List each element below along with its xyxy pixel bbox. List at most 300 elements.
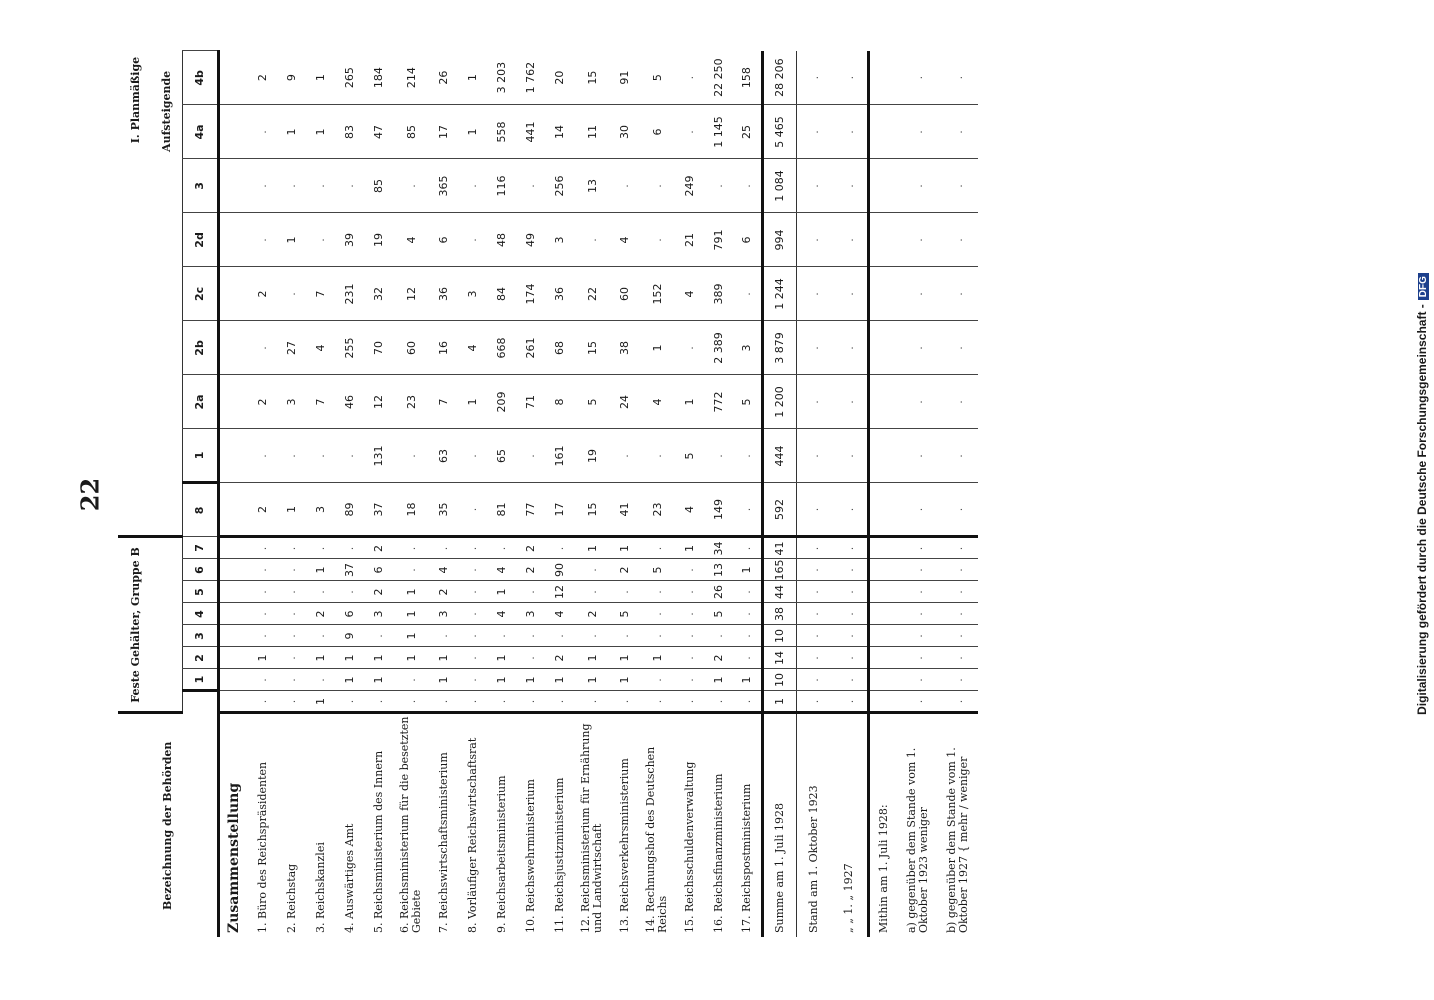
- cell-r3: 71: [516, 375, 545, 429]
- cell-r2: .: [733, 429, 762, 483]
- cell-b8: .: [393, 537, 429, 559]
- cell-r4: .: [248, 321, 277, 375]
- cell-b7: .: [277, 559, 306, 581]
- footer-row-a: [898, 51, 938, 937]
- cell-b6: .: [458, 581, 487, 603]
- cell-r8: 1: [306, 105, 335, 159]
- cell-b8: .: [487, 537, 516, 559]
- cell-r3: 1: [675, 375, 704, 429]
- row-label: 9. Reichsarbeitsministerium: [494, 775, 508, 933]
- cell-empty: .: [938, 267, 978, 321]
- cell-b5: .: [639, 603, 675, 625]
- cell-b7: .: [796, 559, 832, 581]
- cell-r1: 41: [610, 483, 639, 537]
- cell-r2: .: [832, 429, 868, 483]
- cell-r8: .: [832, 105, 868, 159]
- cell-b8: 34: [704, 537, 733, 559]
- header-rising: Aufsteigende: [152, 51, 182, 537]
- rotated-table: [118, 56, 1330, 937]
- cell-b4: .: [796, 625, 832, 647]
- cell-b1: .: [429, 691, 458, 713]
- cell-b4: .: [516, 625, 545, 647]
- cell-r1: 592: [762, 483, 796, 537]
- cell-b1: .: [393, 691, 429, 713]
- col-header-4a: 4a: [182, 105, 218, 159]
- cell-b4: 9: [335, 625, 364, 647]
- cell-b1: .: [277, 691, 306, 713]
- cell-r3: 8: [545, 375, 574, 429]
- cell-r9: 15: [574, 51, 610, 105]
- cell-r6: 21: [675, 213, 704, 267]
- cell-r9: 26: [429, 51, 458, 105]
- cell-empty: .: [938, 647, 978, 669]
- cell-r5: 4: [675, 267, 704, 321]
- cell-b1: .: [610, 691, 639, 713]
- cell-r8: 6: [639, 105, 675, 159]
- col-header-b6: 6: [182, 559, 218, 581]
- cell-r7: 85: [364, 159, 393, 213]
- cell-b2: 1: [335, 669, 364, 691]
- table-row: [458, 51, 487, 937]
- cell-r5: [868, 267, 898, 321]
- cell-r3: 209: [487, 375, 516, 429]
- cell-b2: 1: [429, 669, 458, 691]
- cell-r8: .: [675, 105, 704, 159]
- cell-b8: 1: [610, 537, 639, 559]
- row-label: Stand am 1. Oktober 1923: [807, 785, 821, 933]
- table-row: [610, 51, 639, 937]
- cell-b1: .: [898, 691, 938, 713]
- cell-r5: .: [898, 267, 938, 321]
- cell-b4: .: [733, 625, 762, 647]
- cell-r3: 772: [704, 375, 733, 429]
- cell-r8: 17: [429, 105, 458, 159]
- staff-table: [118, 51, 978, 937]
- cell-r8: .: [796, 105, 832, 159]
- cell-b3: 2: [704, 647, 733, 669]
- cell-r4: 3 879: [762, 321, 796, 375]
- row-label: „ „ 1. „ 1927: [842, 863, 856, 933]
- cell-b6: .: [306, 581, 335, 603]
- cell-b3: .: [832, 647, 868, 669]
- cell-r4: .: [796, 321, 832, 375]
- cell-r3: 46: [335, 375, 364, 429]
- cell-b8: .: [429, 537, 458, 559]
- cell-b7: 1: [733, 559, 762, 581]
- cell-b6: .: [516, 581, 545, 603]
- cell-r5: .: [832, 267, 868, 321]
- cell-b2: 1: [733, 669, 762, 691]
- cell-r6: 3: [545, 213, 574, 267]
- cell-r7: 365: [429, 159, 458, 213]
- table-row: [487, 51, 516, 937]
- cell-b2: 1: [545, 669, 574, 691]
- cell-b3: 1: [610, 647, 639, 669]
- cell-b7: 90: [545, 559, 574, 581]
- cell-r4: 15: [574, 321, 610, 375]
- cell-b6: .: [335, 581, 364, 603]
- cell-r3: .: [898, 375, 938, 429]
- cell-r4: 38: [610, 321, 639, 375]
- cell-r7: .: [306, 159, 335, 213]
- cell-b8: [868, 537, 898, 559]
- footer-b-text: b) gegenüber dem Stande vom 1. Oktober 1927: [945, 747, 970, 933]
- cell-b5: 38: [762, 603, 796, 625]
- cell-r1: 1: [277, 483, 306, 537]
- col-header-b3: 3: [182, 625, 218, 647]
- cell-r7: .: [516, 159, 545, 213]
- cell-r8: 1 145: [704, 105, 733, 159]
- cell-r1: 89: [335, 483, 364, 537]
- cell-b3: 1: [639, 647, 675, 669]
- cell-b4: .: [610, 625, 639, 647]
- row-label: 13. Reichsverkehrsministerium: [617, 758, 631, 933]
- cell-empty: .: [938, 213, 978, 267]
- cell-b1: .: [516, 691, 545, 713]
- row-label: 17. Reichspostministerium: [739, 783, 753, 933]
- cell-empty: .: [938, 321, 978, 375]
- cell-b8: .: [277, 537, 306, 559]
- cell-r5: 1 244: [762, 267, 796, 321]
- cell-r7: .: [733, 159, 762, 213]
- row-label: 10. Reichswehrministerium: [523, 779, 537, 933]
- cell-b2: .: [675, 669, 704, 691]
- cell-r9: 22 250: [704, 51, 733, 105]
- cell-r2: .: [458, 429, 487, 483]
- cell-b1: .: [639, 691, 675, 713]
- cell-r7: .: [639, 159, 675, 213]
- cell-b3: .: [516, 647, 545, 669]
- cell-b6: .: [248, 581, 277, 603]
- cell-empty: .: [938, 159, 978, 213]
- cell-r6: .: [832, 213, 868, 267]
- cell-b2: .: [796, 669, 832, 691]
- cell-r2: 5: [675, 429, 704, 483]
- cell-r6: 791: [704, 213, 733, 267]
- cell-b8: 2: [364, 537, 393, 559]
- cell-r5: 36: [429, 267, 458, 321]
- status-row: [796, 51, 832, 937]
- cell-r2: .: [277, 429, 306, 483]
- cell-r2: 65: [487, 429, 516, 483]
- cell-r7: .: [610, 159, 639, 213]
- page-number: 22: [75, 477, 105, 512]
- cell-b4: 1: [393, 625, 429, 647]
- cell-empty: .: [938, 105, 978, 159]
- table-row: [306, 51, 335, 937]
- cell-b6: .: [639, 581, 675, 603]
- cell-b6: 12: [545, 581, 574, 603]
- cell-r9: 184: [364, 51, 393, 105]
- table-row: [364, 51, 393, 937]
- cell-r7: 116: [487, 159, 516, 213]
- cell-r9: .: [796, 51, 832, 105]
- col-header-2a: 2a: [182, 375, 218, 429]
- footer-lead-row: [868, 51, 898, 937]
- cell-b6: 1: [393, 581, 429, 603]
- cell-b4: .: [704, 625, 733, 647]
- cell-b8: 41: [762, 537, 796, 559]
- table-row: [277, 51, 306, 937]
- cell-b4: .: [832, 625, 868, 647]
- cell-b5: 1: [393, 603, 429, 625]
- cell-r9: 9: [277, 51, 306, 105]
- cell-r6: .: [796, 213, 832, 267]
- cell-r4: 261: [516, 321, 545, 375]
- cell-b1: 1: [306, 691, 335, 713]
- cell-r7: 256: [545, 159, 574, 213]
- cell-b6: .: [733, 581, 762, 603]
- cell-r6: 49: [516, 213, 545, 267]
- cell-r1: 77: [516, 483, 545, 537]
- header-section: I. Planmäßige: [118, 51, 152, 537]
- cell-r1: 3: [306, 483, 335, 537]
- cell-r5: 389: [704, 267, 733, 321]
- cell-r3: 1: [458, 375, 487, 429]
- cell-b3: 1: [364, 647, 393, 669]
- cell-r5: 36: [545, 267, 574, 321]
- cell-r4: .: [898, 321, 938, 375]
- cell-b4: [868, 625, 898, 647]
- table-row: [675, 51, 704, 937]
- cell-r4: 1: [639, 321, 675, 375]
- cell-b8: .: [545, 537, 574, 559]
- cell-b1: .: [733, 691, 762, 713]
- cell-b4: .: [306, 625, 335, 647]
- cell-b5: 3: [364, 603, 393, 625]
- cell-b5: 2: [574, 603, 610, 625]
- cell-b6: 2: [364, 581, 393, 603]
- cell-b7: .: [675, 559, 704, 581]
- cell-r4: 70: [364, 321, 393, 375]
- cell-r6: .: [458, 213, 487, 267]
- cell-b5: .: [675, 603, 704, 625]
- cell-b6: 1: [487, 581, 516, 603]
- cell-b4: .: [364, 625, 393, 647]
- cell-r3: 7: [306, 375, 335, 429]
- cell-r7: .: [277, 159, 306, 213]
- cell-r9: 265: [335, 51, 364, 105]
- cell-r3: .: [832, 375, 868, 429]
- cell-r2: .: [516, 429, 545, 483]
- cell-r4: .: [832, 321, 868, 375]
- cell-r7: 13: [574, 159, 610, 213]
- row-label: 14. Rechnungshof des Deutschen Reichs: [644, 746, 669, 933]
- cell-r7: .: [796, 159, 832, 213]
- cell-b5: 4: [545, 603, 574, 625]
- cell-b6: .: [574, 581, 610, 603]
- cell-b4: .: [429, 625, 458, 647]
- cell-b5: .: [796, 603, 832, 625]
- cell-r7: .: [832, 159, 868, 213]
- cell-r4: 60: [393, 321, 429, 375]
- cell-r2: .: [393, 429, 429, 483]
- cell-r3: 2: [248, 375, 277, 429]
- cell-b6: 2: [429, 581, 458, 603]
- cell-b6: [868, 581, 898, 603]
- cell-r9: .: [832, 51, 868, 105]
- col-header-b1: 1: [182, 669, 218, 691]
- cell-r5: 152: [639, 267, 675, 321]
- header-group-b: Feste Gehälter, Gruppe B: [118, 537, 152, 713]
- cell-b2: 1: [704, 669, 733, 691]
- cell-r5: 174: [516, 267, 545, 321]
- cell-b5: 3: [429, 603, 458, 625]
- cell-r9: 1 762: [516, 51, 545, 105]
- cell-r6: 48: [487, 213, 516, 267]
- cell-b5: .: [248, 603, 277, 625]
- cell-r9: 1: [458, 51, 487, 105]
- cell-b7: 13: [704, 559, 733, 581]
- cell-r5: 32: [364, 267, 393, 321]
- cell-r4: 16: [429, 321, 458, 375]
- cell-b5: .: [277, 603, 306, 625]
- cell-b5: 5: [704, 603, 733, 625]
- col-header-b2: 2: [182, 647, 218, 669]
- cell-empty: .: [938, 429, 978, 483]
- cell-b2: .: [248, 669, 277, 691]
- cell-b1: .: [364, 691, 393, 713]
- cell-b7: .: [898, 559, 938, 581]
- cell-r3: 3: [277, 375, 306, 429]
- cell-r6: .: [639, 213, 675, 267]
- cell-b1: .: [248, 691, 277, 713]
- cell-r3: 24: [610, 375, 639, 429]
- cell-r3: 7: [429, 375, 458, 429]
- row-label: Summe am 1. Juli 1928: [772, 803, 786, 933]
- cell-empty: .: [938, 669, 978, 691]
- cell-r5: 22: [574, 267, 610, 321]
- row-label: 2. Reichstag: [284, 863, 298, 933]
- cell-r4: 4: [458, 321, 487, 375]
- cell-r7: [868, 159, 898, 213]
- row-label: a) gegenüber dem Stande vom 1. Oktober 1923 weniger: [905, 747, 930, 933]
- table-row: [733, 51, 762, 937]
- table-row: [704, 51, 733, 937]
- cell-r9: 158: [733, 51, 762, 105]
- cell-b6: .: [832, 581, 868, 603]
- cell-r8: 25: [733, 105, 762, 159]
- cell-r2: .: [610, 429, 639, 483]
- digitization-credit: [1415, 104, 1434, 884]
- cell-b2: 1: [574, 669, 610, 691]
- cell-r7: .: [898, 159, 938, 213]
- cell-r6: [868, 213, 898, 267]
- cell-r8: 441: [516, 105, 545, 159]
- cell-b3: 1: [393, 647, 429, 669]
- cell-r5: .: [277, 267, 306, 321]
- cell-r2: 161: [545, 429, 574, 483]
- cell-r6: 1: [277, 213, 306, 267]
- col-header-2c: 2c: [182, 267, 218, 321]
- cell-b7: .: [832, 559, 868, 581]
- cell-r9: 214: [393, 51, 429, 105]
- cell-b2: 1: [610, 669, 639, 691]
- cell-b7: 2: [516, 559, 545, 581]
- cell-r2: .: [796, 429, 832, 483]
- cell-r8: 5 465: [762, 105, 796, 159]
- cell-r2: .: [639, 429, 675, 483]
- cell-r9: 1: [306, 51, 335, 105]
- cell-r1: .: [832, 483, 868, 537]
- cell-r5: 12: [393, 267, 429, 321]
- cell-r4: 668: [487, 321, 516, 375]
- header-authority: Bezeichnung der Behörden: [160, 741, 174, 910]
- cell-b3: 14: [762, 647, 796, 669]
- cell-r1: .: [898, 483, 938, 537]
- cell-b1: .: [675, 691, 704, 713]
- cell-r2: 444: [762, 429, 796, 483]
- cell-r9: .: [898, 51, 938, 105]
- cell-r8: 1: [277, 105, 306, 159]
- cell-b7: 4: [487, 559, 516, 581]
- cell-b1: .: [335, 691, 364, 713]
- cell-r6: .: [306, 213, 335, 267]
- cell-r4: 68: [545, 321, 574, 375]
- cell-empty: .: [938, 603, 978, 625]
- cell-empty: .: [938, 559, 978, 581]
- cell-b8: .: [335, 537, 364, 559]
- row-label: 16. Reichsfinanzministerium: [711, 773, 725, 933]
- row-label: 5. Reichsministerium des Innern: [371, 750, 385, 933]
- row-label: 8. Vorläufiger Reichswirtschaftsrat: [465, 737, 479, 933]
- cell-b6: .: [898, 581, 938, 603]
- cell-b8: .: [639, 537, 675, 559]
- cell-b7: .: [574, 559, 610, 581]
- cell-b1: 1: [762, 691, 796, 713]
- col-header-b4: 4: [182, 603, 218, 625]
- cell-r5: 60: [610, 267, 639, 321]
- cell-r9: .: [675, 51, 704, 105]
- cell-b7: .: [393, 559, 429, 581]
- cell-r1: .: [458, 483, 487, 537]
- cell-r3: 23: [393, 375, 429, 429]
- cell-b1: .: [545, 691, 574, 713]
- cell-b3: .: [277, 647, 306, 669]
- cell-b7: 37: [335, 559, 364, 581]
- table-row: [429, 51, 458, 937]
- cell-r8: .: [898, 105, 938, 159]
- cell-r1: 18: [393, 483, 429, 537]
- cell-r4: 27: [277, 321, 306, 375]
- cell-r9: 20: [545, 51, 574, 105]
- cell-b6: 44: [762, 581, 796, 603]
- cell-r6: 4: [393, 213, 429, 267]
- table-row: [574, 51, 610, 937]
- row-label: 11. Reichsjustizministerium: [552, 777, 566, 933]
- row-label: b) gegenüber dem Stande vom 1. Oktober 1927 { mehr / weniger: [945, 747, 970, 933]
- cell-r1: .: [733, 483, 762, 537]
- cell-b3: 1: [429, 647, 458, 669]
- cell-r2: .: [306, 429, 335, 483]
- cell-r6: 994: [762, 213, 796, 267]
- cell-b7: 6: [364, 559, 393, 581]
- cell-r5: 7: [306, 267, 335, 321]
- cell-b5: 3: [516, 603, 545, 625]
- col-header-b7: 7: [182, 537, 218, 559]
- cell-b3: .: [796, 647, 832, 669]
- cell-b6: .: [675, 581, 704, 603]
- cell-r1: .: [796, 483, 832, 537]
- cell-r8: 83: [335, 105, 364, 159]
- cell-r6: .: [248, 213, 277, 267]
- cell-empty: .: [938, 51, 978, 105]
- col-header-b8: 8: [182, 483, 218, 537]
- cell-r9: 3 203: [487, 51, 516, 105]
- cell-r8: 14: [545, 105, 574, 159]
- cell-b7: 4: [429, 559, 458, 581]
- cell-b2: .: [277, 669, 306, 691]
